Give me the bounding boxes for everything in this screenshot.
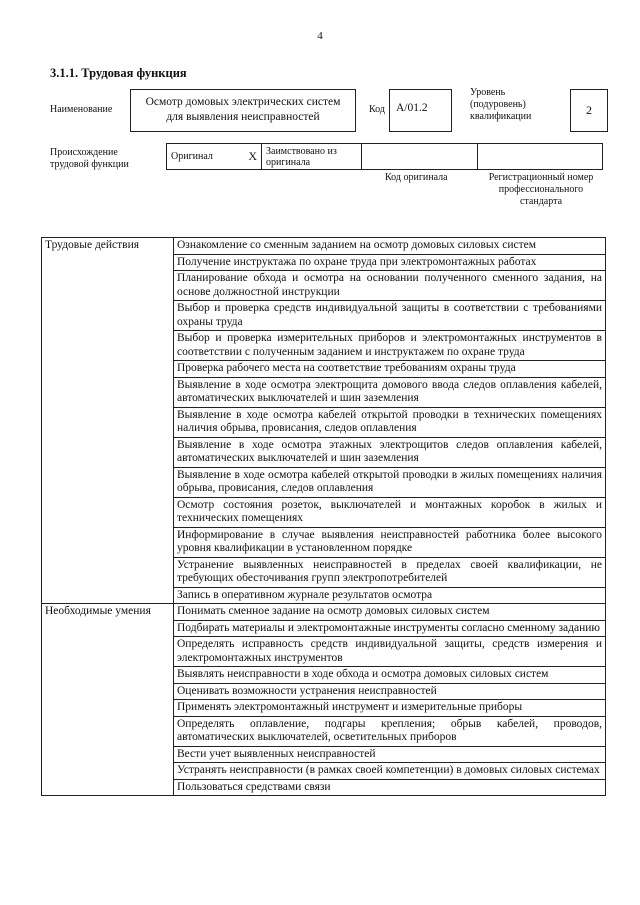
item-cell: Проверка рабочего места на соответствие требованиям охраны труда xyxy=(174,361,606,378)
function-name-box: Осмотр домовых электрических систем для выявления неисправностей xyxy=(130,89,356,132)
item-cell: Выбор и проверка измерительных приборов и электромонтажных инструментов в соответствии с полученным заданием и инструктажем по охране труда xyxy=(174,331,606,361)
item-cell: Выбор и проверка средств индивидуальной защиты в соответствии с требованиями охраны труда xyxy=(174,301,606,331)
item-cell: Осмотр состояния розеток, выключателей и монтажных коробок в жилых и технических помещениях xyxy=(174,497,606,527)
category-cell: Необходимые умения xyxy=(42,604,174,796)
item-cell: Выявление в ходе осмотра электрощита домового ввода следов оплавления кабелей, автоматических выключателей и шин заземления xyxy=(174,377,606,407)
origin-table xyxy=(166,143,603,170)
item-cell: Устранение выявленных неисправностей в пределах своей квалификации, не требующих обесточивания групп электропотребителей xyxy=(174,557,606,587)
item-cell: Выявление в ходе осмотра этажных электрощитов следов оплавления кабелей, автоматических выключателей и шин заземления xyxy=(174,437,606,467)
table-row xyxy=(42,604,606,621)
code-original-label: Код оригинала xyxy=(385,172,448,183)
page-number: 4 xyxy=(317,30,323,42)
original-mark: X xyxy=(248,149,257,163)
item-cell: Устранять неисправности (в рамках своей компетенции) в домовых силовых системах xyxy=(174,763,606,780)
code-label: Код xyxy=(369,104,385,115)
item-cell: Вести учет выявленных неисправностей xyxy=(174,746,606,763)
origin-label: Происхождение трудовой функции xyxy=(50,147,129,170)
function-table xyxy=(41,237,606,796)
item-cell: Планирование обхода и осмотра на основании полученного сменного задания, на основе должностной инструкции xyxy=(174,271,606,301)
category-cell: Трудовые действия xyxy=(42,238,174,604)
table-row xyxy=(42,238,606,255)
qualification-level-label: Уровень (подуровень) квалификации xyxy=(470,87,532,122)
item-cell: Выявлять неисправности в ходе обхода и осмотра домовых силовых систем xyxy=(174,667,606,684)
item-cell: Пользоваться средствами связи xyxy=(174,779,606,796)
item-cell: Запись в оперативном журнале результатов осмотра xyxy=(174,587,606,604)
original-label: Оригинал xyxy=(171,151,213,162)
name-label: Наименование xyxy=(50,104,113,115)
origin-original-cell xyxy=(167,144,262,169)
item-cell: Информирование в случае выявления неисправностей работника более высокого уровня квалификации в установленном порядке xyxy=(174,527,606,557)
item-cell: Понимать сменное задание на осмотр домовых силовых систем xyxy=(174,604,606,621)
function-code-box: А/01.2 xyxy=(389,89,452,132)
item-cell: Выявление в ходе осмотра кабелей открытой проводки в технических помещениях наличия обрыва, провисания, следов оплавления xyxy=(174,407,606,437)
item-cell: Выявление в ходе осмотра кабелей открытой проводки в жилых помещениях наличия обрыва, провисания, следов оплавления xyxy=(174,467,606,497)
item-cell: Применять электромонтажный инструмент и измерительные приборы xyxy=(174,700,606,717)
code-original-cell xyxy=(362,144,478,169)
section-title: 3.1.1. Трудовая функция xyxy=(50,66,187,80)
item-cell: Оценивать возможности устранения неисправностей xyxy=(174,683,606,700)
item-cell: Определять оплавление, подгары крепления; обрыв кабелей, проводов, автоматических выключателей, осветительных приборов xyxy=(174,716,606,746)
item-cell: Получение инструктажа по охране труда при электромонтажных работах xyxy=(174,254,606,271)
qualification-level-box: 2 xyxy=(570,89,608,132)
item-cell: Ознакомление со сменным заданием на осмотр домовых силовых систем xyxy=(174,238,606,255)
reg-number-label: Регистрационный номер профессионального стандарта xyxy=(488,172,594,207)
reg-number-cell xyxy=(478,144,602,169)
item-cell: Подбирать материалы и электромонтажные инструменты согласно сменному заданию xyxy=(174,620,606,637)
borrowed-label: Заимствовано из оригинала xyxy=(262,144,362,169)
item-cell: Определять исправность средств индивидуальной защиты, средств измерения и электромонтажных инструментов xyxy=(174,637,606,667)
